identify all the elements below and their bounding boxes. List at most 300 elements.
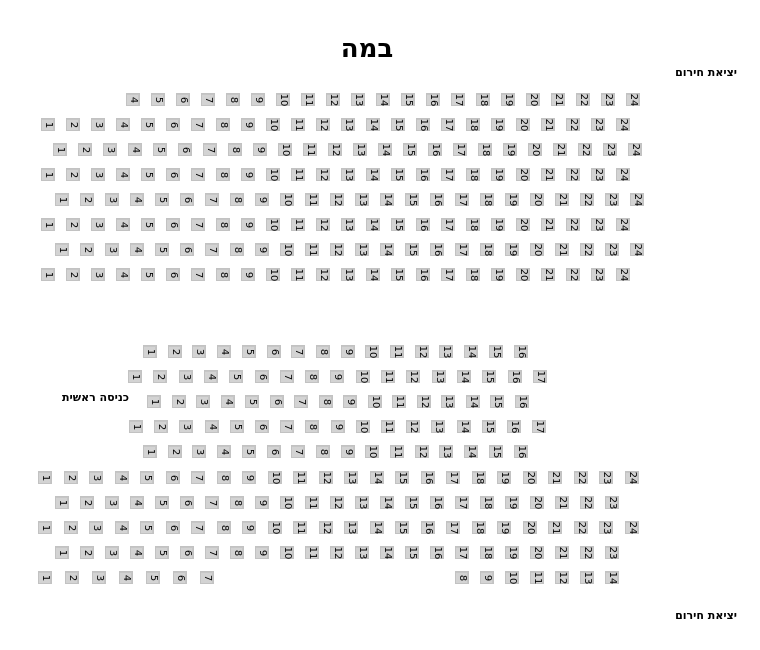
seat-top-row5-num5[interactable] — [155, 193, 169, 206]
seat-top-row8-num16[interactable] — [416, 268, 430, 281]
seat-top-row7-num21[interactable] — [555, 243, 569, 256]
seat-top-row5-num3[interactable] — [105, 193, 119, 206]
seat-top-row1-num5[interactable] — [151, 93, 165, 106]
seat-bottom-row2-num23[interactable] — [605, 496, 619, 509]
seat-middle-row4-num11[interactable] — [381, 420, 395, 433]
seat-middle-row4-num6[interactable] — [255, 420, 269, 433]
seat-top-row6-num12[interactable] — [316, 218, 330, 231]
seat-bottom-row4-num17[interactable] — [455, 546, 469, 559]
seat-top-row7-num14[interactable] — [380, 243, 394, 256]
seat-top-row5-num10[interactable] — [280, 193, 294, 206]
seat-top-row2-num18[interactable] — [466, 118, 480, 131]
seat-top-row5-num23[interactable] — [605, 193, 619, 206]
seat-top-row2-num23[interactable] — [591, 118, 605, 131]
seat-top-row1-num21[interactable] — [551, 93, 565, 106]
seat-bottom-row2-num3[interactable] — [105, 496, 119, 509]
seat-middle-row1-num7[interactable] — [291, 345, 305, 358]
seat-top-row6-num14[interactable] — [366, 218, 380, 231]
seat-middle-row1-num16[interactable] — [514, 345, 528, 358]
seat-bottom-row4-num2[interactable] — [80, 546, 94, 559]
seat-middle-row1-num14[interactable] — [464, 345, 478, 358]
seat-bottom-row1-num6[interactable] — [166, 471, 180, 484]
seat-middle-row1-num9[interactable] — [341, 345, 355, 358]
seat-bottom-row5-left-num1[interactable] — [38, 571, 52, 584]
seat-bottom-row3-num17[interactable] — [446, 521, 460, 534]
seat-top-row4-num7[interactable] — [191, 168, 205, 181]
seat-bottom-row4-num16[interactable] — [430, 546, 444, 559]
seat-middle-row1-num10[interactable] — [365, 345, 379, 358]
seat-top-row2-num4[interactable] — [116, 118, 130, 131]
seat-bottom-row3-num10[interactable] — [268, 521, 282, 534]
seat-top-row1-num14[interactable] — [376, 93, 390, 106]
seat-bottom-row2-num18[interactable] — [480, 496, 494, 509]
seat-middle-row4-num2[interactable] — [154, 420, 168, 433]
seat-top-row5-num20[interactable] — [530, 193, 544, 206]
seat-top-row5-num18[interactable] — [480, 193, 494, 206]
seat-bottom-row5-left-num3[interactable] — [92, 571, 106, 584]
seat-bottom-row4-num19[interactable] — [505, 546, 519, 559]
seat-middle-row3-num15[interactable] — [490, 395, 504, 408]
seat-top-row1-num9[interactable] — [251, 93, 265, 106]
seat-top-row2-num1[interactable] — [41, 118, 55, 131]
seat-top-row7-num23[interactable] — [605, 243, 619, 256]
seat-bottom-row1-num3[interactable] — [89, 471, 103, 484]
seat-top-row4-num2[interactable] — [66, 168, 80, 181]
seat-top-row1-num10[interactable] — [276, 93, 290, 106]
seat-middle-row3-num6[interactable] — [270, 395, 284, 408]
seat-top-row3-num23[interactable] — [603, 143, 617, 156]
seat-top-row4-num20[interactable] — [516, 168, 530, 181]
seat-top-row8-num21[interactable] — [541, 268, 555, 281]
seat-middle-row5-num1[interactable] — [143, 445, 157, 458]
seat-bottom-row4-num22[interactable] — [580, 546, 594, 559]
seat-middle-row1-num3[interactable] — [192, 345, 206, 358]
seat-middle-row4-num14[interactable] — [457, 420, 471, 433]
seat-middle-row1-num1[interactable] — [143, 345, 157, 358]
seat-bottom-row1-num17[interactable] — [446, 471, 460, 484]
seat-top-row4-num6[interactable] — [166, 168, 180, 181]
seat-middle-row3-num13[interactable] — [441, 395, 455, 408]
seat-top-row7-num3[interactable] — [105, 243, 119, 256]
seat-middle-row2-num2[interactable] — [153, 370, 167, 383]
seat-top-row1-num18[interactable] — [476, 93, 490, 106]
seat-middle-row2-num5[interactable] — [229, 370, 243, 383]
seat-middle-row5-num11[interactable] — [390, 445, 404, 458]
seat-top-row4-num8[interactable] — [216, 168, 230, 181]
seat-top-row1-num15[interactable] — [401, 93, 415, 106]
seat-bottom-row1-num18[interactable] — [472, 471, 486, 484]
seat-top-row6-num19[interactable] — [491, 218, 505, 231]
seat-middle-row4-num8[interactable] — [305, 420, 319, 433]
seat-top-row8-num4[interactable] — [116, 268, 130, 281]
seat-bottom-row3-num8[interactable] — [217, 521, 231, 534]
seat-middle-row2-num7[interactable] — [280, 370, 294, 383]
seat-top-row4-num5[interactable] — [141, 168, 155, 181]
seat-bottom-row2-num1[interactable] — [55, 496, 69, 509]
seat-bottom-row4-num5[interactable] — [155, 546, 169, 559]
seat-top-row8-num20[interactable] — [516, 268, 530, 281]
seat-middle-row5-num9[interactable] — [341, 445, 355, 458]
seat-top-row3-num5[interactable] — [153, 143, 167, 156]
seat-bottom-row2-num19[interactable] — [505, 496, 519, 509]
seat-top-row6-num22[interactable] — [566, 218, 580, 231]
seat-middle-row2-num8[interactable] — [305, 370, 319, 383]
seat-middle-row3-num8[interactable] — [319, 395, 333, 408]
seat-top-row4-num18[interactable] — [466, 168, 480, 181]
seat-top-row3-num18[interactable] — [478, 143, 492, 156]
seat-bottom-row3-num18[interactable] — [472, 521, 486, 534]
seat-top-row4-num3[interactable] — [91, 168, 105, 181]
seat-bottom-row2-num20[interactable] — [530, 496, 544, 509]
seat-bottom-row1-num21[interactable] — [548, 471, 562, 484]
seat-top-row5-num7[interactable] — [205, 193, 219, 206]
seat-bottom-row3-num24[interactable] — [625, 521, 639, 534]
seat-top-row7-num22[interactable] — [580, 243, 594, 256]
seat-bottom-row5-right-num8[interactable] — [455, 571, 469, 584]
seat-bottom-row2-num16[interactable] — [430, 496, 444, 509]
seat-middle-row3-num1[interactable] — [147, 395, 161, 408]
seat-bottom-row1-num2[interactable] — [64, 471, 78, 484]
seat-top-row7-num4[interactable] — [130, 243, 144, 256]
seat-middle-row2-num1[interactable] — [128, 370, 142, 383]
seat-middle-row5-num13[interactable] — [439, 445, 453, 458]
seat-top-row4-num19[interactable] — [491, 168, 505, 181]
seat-top-row7-num17[interactable] — [455, 243, 469, 256]
seat-bottom-row3-num6[interactable] — [166, 521, 180, 534]
seat-top-row2-num11[interactable] — [291, 118, 305, 131]
seat-top-row7-num16[interactable] — [430, 243, 444, 256]
seat-top-row6-num7[interactable] — [191, 218, 205, 231]
seat-top-row1-num4[interactable] — [126, 93, 140, 106]
seat-bottom-row2-num2[interactable] — [80, 496, 94, 509]
seat-bottom-row3-num4[interactable] — [115, 521, 129, 534]
seat-bottom-row1-num10[interactable] — [268, 471, 282, 484]
seat-top-row3-num16[interactable] — [428, 143, 442, 156]
seat-bottom-row3-num20[interactable] — [523, 521, 537, 534]
seat-top-row4-num22[interactable] — [566, 168, 580, 181]
seat-top-row1-num12[interactable] — [326, 93, 340, 106]
seat-middle-row1-num8[interactable] — [316, 345, 330, 358]
seat-bottom-row1-num14[interactable] — [370, 471, 384, 484]
seat-middle-row1-num2[interactable] — [168, 345, 182, 358]
seat-top-row2-num21[interactable] — [541, 118, 555, 131]
seat-middle-row2-num3[interactable] — [179, 370, 193, 383]
seat-top-row5-num24[interactable] — [630, 193, 644, 206]
seat-middle-row3-num9[interactable] — [343, 395, 357, 408]
seat-top-row6-num15[interactable] — [391, 218, 405, 231]
seat-top-row3-num8[interactable] — [228, 143, 242, 156]
seat-bottom-row2-num12[interactable] — [330, 496, 344, 509]
seat-bottom-row2-num13[interactable] — [355, 496, 369, 509]
seat-top-row7-num11[interactable] — [305, 243, 319, 256]
seat-bottom-row2-num15[interactable] — [405, 496, 419, 509]
seat-middle-row5-num12[interactable] — [415, 445, 429, 458]
seat-top-row7-num10[interactable] — [280, 243, 294, 256]
seat-middle-row2-num14[interactable] — [457, 370, 471, 383]
seat-bottom-row1-num22[interactable] — [574, 471, 588, 484]
seat-top-row2-num12[interactable] — [316, 118, 330, 131]
seat-bottom-row3-num21[interactable] — [548, 521, 562, 534]
seat-bottom-row4-num15[interactable] — [405, 546, 419, 559]
seat-top-row8-num8[interactable] — [216, 268, 230, 281]
seat-top-row5-num2[interactable] — [80, 193, 94, 206]
seat-bottom-row2-num22[interactable] — [580, 496, 594, 509]
seat-top-row6-num3[interactable] — [91, 218, 105, 231]
seat-middle-row2-num6[interactable] — [255, 370, 269, 383]
seat-middle-row3-num10[interactable] — [368, 395, 382, 408]
seat-top-row3-num6[interactable] — [178, 143, 192, 156]
seat-bottom-row3-num19[interactable] — [497, 521, 511, 534]
seat-middle-row3-num14[interactable] — [466, 395, 480, 408]
seat-top-row6-num6[interactable] — [166, 218, 180, 231]
seat-bottom-row1-num12[interactable] — [319, 471, 333, 484]
seat-top-row2-num19[interactable] — [491, 118, 505, 131]
seat-top-row8-num24[interactable] — [616, 268, 630, 281]
seat-top-row8-num19[interactable] — [491, 268, 505, 281]
seat-bottom-row1-num24[interactable] — [625, 471, 639, 484]
seat-top-row8-num13[interactable] — [341, 268, 355, 281]
seat-top-row8-num10[interactable] — [266, 268, 280, 281]
seat-bottom-row5-right-num12[interactable] — [555, 571, 569, 584]
seat-top-row8-num3[interactable] — [91, 268, 105, 281]
seat-top-row5-num21[interactable] — [555, 193, 569, 206]
seat-top-row8-num15[interactable] — [391, 268, 405, 281]
seat-bottom-row5-right-num11[interactable] — [530, 571, 544, 584]
seat-top-row8-num18[interactable] — [466, 268, 480, 281]
seat-middle-row3-num16[interactable] — [515, 395, 529, 408]
seat-middle-row2-num11[interactable] — [381, 370, 395, 383]
seat-top-row8-num2[interactable] — [66, 268, 80, 281]
seat-top-row8-num17[interactable] — [441, 268, 455, 281]
seat-bottom-row5-left-num7[interactable] — [200, 571, 214, 584]
seat-middle-row5-num5[interactable] — [242, 445, 256, 458]
seat-middle-row5-num3[interactable] — [192, 445, 206, 458]
seat-top-row2-num10[interactable] — [266, 118, 280, 131]
seat-top-row5-num13[interactable] — [355, 193, 369, 206]
seat-top-row8-num6[interactable] — [166, 268, 180, 281]
seat-top-row2-num6[interactable] — [166, 118, 180, 131]
seat-top-row6-num1[interactable] — [41, 218, 55, 231]
seat-middle-row2-num16[interactable] — [508, 370, 522, 383]
seat-middle-row4-num10[interactable] — [356, 420, 370, 433]
seat-top-row5-num16[interactable] — [430, 193, 444, 206]
seat-top-row3-num3[interactable] — [103, 143, 117, 156]
seat-bottom-row3-num23[interactable] — [599, 521, 613, 534]
seat-top-row8-num14[interactable] — [366, 268, 380, 281]
seat-bottom-row4-num21[interactable] — [555, 546, 569, 559]
seat-top-row4-num11[interactable] — [291, 168, 305, 181]
seat-top-row5-num6[interactable] — [180, 193, 194, 206]
seat-top-row8-num7[interactable] — [191, 268, 205, 281]
seat-top-row8-num5[interactable] — [141, 268, 155, 281]
seat-bottom-row5-right-num10[interactable] — [505, 571, 519, 584]
seat-bottom-row2-num10[interactable] — [280, 496, 294, 509]
seat-top-row4-num4[interactable] — [116, 168, 130, 181]
seat-middle-row4-num15[interactable] — [482, 420, 496, 433]
seat-top-row6-num17[interactable] — [441, 218, 455, 231]
seat-top-row7-num20[interactable] — [530, 243, 544, 256]
seat-top-row6-num8[interactable] — [216, 218, 230, 231]
seat-middle-row3-num3[interactable] — [196, 395, 210, 408]
seat-middle-row5-num4[interactable] — [217, 445, 231, 458]
seat-bottom-row1-num23[interactable] — [599, 471, 613, 484]
seat-bottom-row5-right-num9[interactable] — [480, 571, 494, 584]
seat-middle-row5-num6[interactable] — [267, 445, 281, 458]
seat-bottom-row3-num7[interactable] — [191, 521, 205, 534]
seat-bottom-row4-num10[interactable] — [280, 546, 294, 559]
seat-bottom-row4-num13[interactable] — [355, 546, 369, 559]
seat-middle-row1-num5[interactable] — [242, 345, 256, 358]
seat-middle-row5-num14[interactable] — [464, 445, 478, 458]
seat-top-row3-num21[interactable] — [553, 143, 567, 156]
seat-middle-row5-num16[interactable] — [514, 445, 528, 458]
seat-bottom-row3-num3[interactable] — [89, 521, 103, 534]
seat-top-row8-num11[interactable] — [291, 268, 305, 281]
seat-top-row2-num2[interactable] — [66, 118, 80, 131]
seat-bottom-row4-num8[interactable] — [230, 546, 244, 559]
seat-top-row6-num4[interactable] — [116, 218, 130, 231]
seat-top-row4-num1[interactable] — [41, 168, 55, 181]
seat-top-row5-num15[interactable] — [405, 193, 419, 206]
seat-top-row3-num19[interactable] — [503, 143, 517, 156]
seat-middle-row1-num12[interactable] — [415, 345, 429, 358]
seat-top-row3-num13[interactable] — [353, 143, 367, 156]
seat-middle-row2-num13[interactable] — [432, 370, 446, 383]
seat-bottom-row2-num5[interactable] — [155, 496, 169, 509]
seat-top-row6-num24[interactable] — [616, 218, 630, 231]
seat-top-row3-num1[interactable] — [53, 143, 67, 156]
seat-middle-row1-num11[interactable] — [390, 345, 404, 358]
seat-top-row5-num14[interactable] — [380, 193, 394, 206]
seat-top-row3-num12[interactable] — [328, 143, 342, 156]
seat-bottom-row4-num20[interactable] — [530, 546, 544, 559]
seat-bottom-row5-right-num14[interactable] — [605, 571, 619, 584]
seat-bottom-row2-num8[interactable] — [230, 496, 244, 509]
seat-top-row1-num6[interactable] — [176, 93, 190, 106]
seat-middle-row1-num4[interactable] — [217, 345, 231, 358]
seat-bottom-row4-num7[interactable] — [205, 546, 219, 559]
seat-top-row7-num18[interactable] — [480, 243, 494, 256]
seat-middle-row1-num6[interactable] — [267, 345, 281, 358]
seat-top-row7-num2[interactable] — [80, 243, 94, 256]
seat-top-row3-num4[interactable] — [128, 143, 142, 156]
seat-top-row5-num11[interactable] — [305, 193, 319, 206]
seat-bottom-row3-num16[interactable] — [421, 521, 435, 534]
seat-bottom-row5-left-num5[interactable] — [146, 571, 160, 584]
seat-top-row7-num13[interactable] — [355, 243, 369, 256]
seat-bottom-row1-num9[interactable] — [242, 471, 256, 484]
seat-bottom-row5-left-num6[interactable] — [173, 571, 187, 584]
seat-top-row1-num22[interactable] — [576, 93, 590, 106]
seat-bottom-row4-num6[interactable] — [180, 546, 194, 559]
seat-top-row3-num15[interactable] — [403, 143, 417, 156]
seat-top-row2-num15[interactable] — [391, 118, 405, 131]
seat-top-row4-num15[interactable] — [391, 168, 405, 181]
seat-top-row6-num13[interactable] — [341, 218, 355, 231]
seat-top-row5-num19[interactable] — [505, 193, 519, 206]
seat-bottom-row3-num15[interactable] — [395, 521, 409, 534]
seat-middle-row5-num8[interactable] — [316, 445, 330, 458]
seat-top-row3-num9[interactable] — [253, 143, 267, 156]
seat-bottom-row1-num13[interactable] — [344, 471, 358, 484]
seat-middle-row2-num9[interactable] — [330, 370, 344, 383]
seat-bottom-row1-num4[interactable] — [115, 471, 129, 484]
seat-bottom-row1-num8[interactable] — [217, 471, 231, 484]
seat-bottom-row2-num7[interactable] — [205, 496, 219, 509]
seat-middle-row3-num12[interactable] — [417, 395, 431, 408]
seat-middle-row2-num15[interactable] — [482, 370, 496, 383]
seat-bottom-row2-num4[interactable] — [130, 496, 144, 509]
seat-top-row7-num15[interactable] — [405, 243, 419, 256]
seat-top-row7-num24[interactable] — [630, 243, 644, 256]
seat-top-row4-num24[interactable] — [616, 168, 630, 181]
seat-bottom-row3-num1[interactable] — [38, 521, 52, 534]
seat-top-row8-num23[interactable] — [591, 268, 605, 281]
seat-top-row2-num14[interactable] — [366, 118, 380, 131]
seat-bottom-row1-num15[interactable] — [395, 471, 409, 484]
seat-top-row5-num9[interactable] — [255, 193, 269, 206]
seat-middle-row3-num11[interactable] — [392, 395, 406, 408]
seat-top-row3-num24[interactable] — [628, 143, 642, 156]
seat-middle-row4-num5[interactable] — [230, 420, 244, 433]
seat-middle-row1-num15[interactable] — [489, 345, 503, 358]
seat-bottom-row3-num9[interactable] — [242, 521, 256, 534]
seat-bottom-row4-num9[interactable] — [255, 546, 269, 559]
seat-top-row6-num23[interactable] — [591, 218, 605, 231]
seat-top-row7-num5[interactable] — [155, 243, 169, 256]
seat-top-row8-num22[interactable] — [566, 268, 580, 281]
seat-top-row1-num19[interactable] — [501, 93, 515, 106]
seat-bottom-row3-num14[interactable] — [370, 521, 384, 534]
seat-middle-row5-num2[interactable] — [168, 445, 182, 458]
seat-bottom-row4-num3[interactable] — [105, 546, 119, 559]
seat-top-row2-num24[interactable] — [616, 118, 630, 131]
seat-middle-row4-num17[interactable] — [532, 420, 546, 433]
seat-top-row3-num10[interactable] — [278, 143, 292, 156]
seat-top-row2-num22[interactable] — [566, 118, 580, 131]
seat-middle-row4-num3[interactable] — [179, 420, 193, 433]
seat-bottom-row5-right-num13[interactable] — [580, 571, 594, 584]
seat-bottom-row4-num1[interactable] — [55, 546, 69, 559]
seat-top-row5-num12[interactable] — [330, 193, 344, 206]
seat-middle-row5-num15[interactable] — [489, 445, 503, 458]
seat-top-row7-num8[interactable] — [230, 243, 244, 256]
seat-top-row5-num22[interactable] — [580, 193, 594, 206]
seat-top-row1-num13[interactable] — [351, 93, 365, 106]
seat-top-row7-num6[interactable] — [180, 243, 194, 256]
seat-top-row1-num11[interactable] — [301, 93, 315, 106]
seat-top-row4-num17[interactable] — [441, 168, 455, 181]
seat-bottom-row1-num19[interactable] — [497, 471, 511, 484]
seat-bottom-row4-num18[interactable] — [480, 546, 494, 559]
seat-bottom-row4-num12[interactable] — [330, 546, 344, 559]
seat-top-row6-num21[interactable] — [541, 218, 555, 231]
seat-top-row1-num8[interactable] — [226, 93, 240, 106]
seat-top-row7-num9[interactable] — [255, 243, 269, 256]
seat-top-row6-num11[interactable] — [291, 218, 305, 231]
seat-middle-row4-num16[interactable] — [507, 420, 521, 433]
seat-middle-row3-num2[interactable] — [172, 395, 186, 408]
seat-middle-row4-num13[interactable] — [431, 420, 445, 433]
seat-middle-row1-num13[interactable] — [439, 345, 453, 358]
seat-middle-row4-num7[interactable] — [280, 420, 294, 433]
seat-bottom-row2-num14[interactable] — [380, 496, 394, 509]
seat-top-row2-num8[interactable] — [216, 118, 230, 131]
seat-bottom-row1-num1[interactable] — [38, 471, 52, 484]
seat-top-row4-num14[interactable] — [366, 168, 380, 181]
seat-top-row8-num9[interactable] — [241, 268, 255, 281]
seat-bottom-row2-num17[interactable] — [455, 496, 469, 509]
